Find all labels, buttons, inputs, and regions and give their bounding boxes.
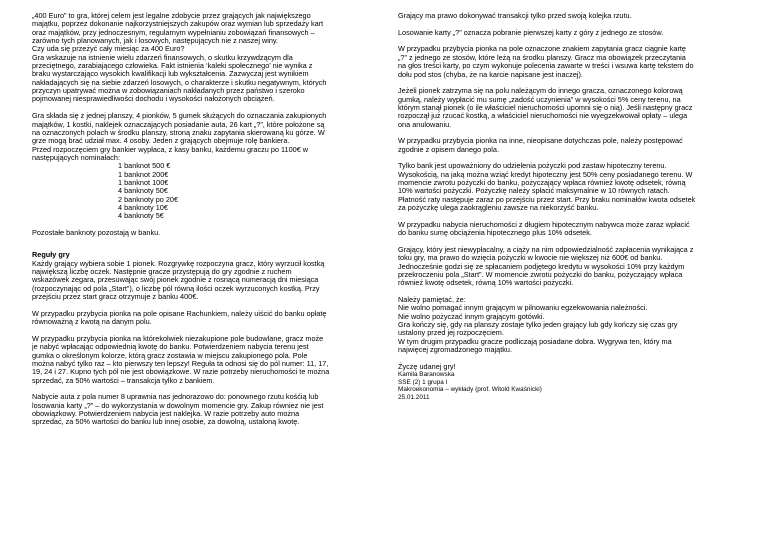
banknote-item: 1 banknot 100€	[118, 177, 169, 187]
rules-start-paragraph: Każdy grający wybiera sobie 1 pionek. Rozgrywkę rozpoczyna gracz, który wyrzucił kostką największą liczbę oczek. Następnie gracze przystępują do gry zgodnie z ruchem wskazówek zegara, przesuwając swój pionek zgodnie z rosnącą numeracją dni miesiąca (rozpoczynając od pola „Start”), o liczbę pól równą ilości oczek wyrzuconych kostką. Przy przejściu przez start gracz otrzymuje z banku 400€.	[32, 258, 325, 302]
mortgaged-property-paragraph: W przypadku nabycia nieruchomości z długiem hipotecznym nabywca może zaraz wpłacić do banku sumę obciążenia hipotecznego plus 10% odsetek.	[398, 219, 690, 238]
signature-block	[398, 371, 738, 401]
banknote-item: 4 banknoty 50€	[118, 186, 168, 196]
left-column	[32, 12, 370, 435]
intro-paragraph: „400 Euro” to gra, której celem jest legalne zdobycie przez grających jak największego majątku, poprzez dokonanie najkorzystniejszych zakupów oraz wymian lub sprzedaży kart oraz majątków, przy jednoczesnym, regularnym wypełnianiu zobowiązań finansowych – zarówno tych planowanych, jak i losowych, następujących nie z naszej winy. Czy uda się przeżyć cały miesiąc za 400 Euro? Gra wskazuje na istnienie wielu zdarzeń finansowych, o skutku krzywdzącym dla przeciętnego, zarabiającego człowieka. Fakt istnienia ‘kaleki społecznego’ nie wynika z braku wystarczająco wysokich kwalifikacji lub wykształcenia. Zazwyczaj jest wynikiem nakładających się na siebie zdarzeń losowych, o charakterze i skutku negatywnym, których przyczyn upatrywać można w zobowiązaniach nakładanych przez państwo i szeroko pojmowanej niesprawiedliwości dochodu i wysokości nałożonych obciążeń.	[32, 11, 327, 104]
banknote-item: 4 banknoty 10€	[118, 202, 168, 212]
insolvency-paragraph: Grający, który jest niewypłacalny, a ciąży na nim odpowiedzialność zapłacenia wynikająca z toku gry, ma prawo do wzięcia pożyczki w kwocie nie większej niż 600€ od banku. Jednocześnie godzi się ze spłacaniem podjętego kredytu w wysokości 10% przy każdym przekroczeniu pola „Start”. W momencie zwrotu pożyczki do banku, pożyczający wpłaca również kwotę odsetek, równą 10% wartości pożyczki.	[398, 244, 694, 288]
banknote-item: 4 banknoty 5€	[118, 211, 164, 221]
building-plot-paragraph: W przypadku przybycia pionka na którekolwiek niezakupione pole budowlane, gracz może je nabyć wpłacając odpowiednią kwotę do banku. Potwierdzeniem nabycia terenu jest gumka o określonym kolorze, którą gracz zostawia w miejscu zakupionego pola. Pole można nabyć tylko raz – kto pierwszy ten lepszy! Reguła ta odnosi się do pól numer: 11, 17, 19, 24 i 27. Kupno tych pól nie jest obowiązkowe. W razie potrzeby nieruchomości te można sprzedać, za 50% wartości – transakcja tylko z bankiem.	[32, 333, 330, 385]
card-draw-paragraph: Losowanie karty „?” oznacza pobranie pierwszej karty z góry z jednego ze stosów.	[398, 27, 664, 37]
banknote-item: 1 banknot 200€	[118, 169, 169, 179]
rules-heading: Reguły gry	[32, 250, 70, 260]
bill-field-paragraph: W przypadku przybycia pionka na pole opisane Rachunkiem, należy uiścić do banku opłatę równoważną z kwotą na danym polu.	[32, 308, 327, 327]
question-field-paragraph: W przypadku przybycia pionka na pole oznaczone znakiem zapytania gracz ciągnie kartę „?” z jednego ze stosów, które leżą na środku planszy. Gracz ma obowiązek przeczytania na głos treści karty, po czym wykonuje polecenia zawarte w treści i wsuwa kartę tekstem do dołu pod stos (chyba, że na karcie napisane jest inaczej).	[398, 44, 694, 79]
remember-paragraph: Należy pamiętać, że: Nie wolno pomagać innym grającym w pilnowaniu egzekwowania należności. Nie wolno pożyczać innym grającym gotówki. Gra kończy się, gdy na planszy zostaje tylko jeden grający lub gdy kończy się czas gry ustalony przed jej rozpoczęciem. W tym drugim przypadku gracze podliczają posiadane dobra. Wygrywa ten, który ma najwięcej zgromadzonego majątku.	[398, 295, 678, 355]
transaction-paragraph: Grający ma prawo dokonywać transakcji tylko przed swoją kolejka rzutu.	[398, 11, 632, 20]
car-paragraph: Nabycie auta z pola numer 8 uprawnia nas jednorazowo do: ponownego rzutu kośćią lub losowania karty „?” – do wykorzystania w dowolnym momencie gry. Zakup równiez nie jest obowiązkowy. Potwierdzeniem nabycia jest naklejka. W razie potrzeby auto można sprzedać, za 50% wartości do banku lub innej osobie, za dowolną, ustaloną kwotę.	[32, 392, 324, 427]
author-group: SSE (2) 1 grupa I	[398, 378, 448, 386]
banknote-item: 2 banknoty po 20€	[118, 194, 179, 204]
game-contents-paragraph: Gra składa się z jednej planszy, 4 pionków, 5 gumek służących do oznaczania zakupionych majątków, 1 kostki, naklejek oznaczających posiadanie auta, 26 kart „?”, które położone są na oznaczonych polach w środku planszy, stroną znaku zapytania skierowaną ku górze. W grze mogą brać udział max. 4 osoby. Jeden z grających obejmuje rolę bankiera. Przed rozpoczęciem gry bankier wypłaca, z kasy banku, każdemu graczu po 1100€ w następujących nominałach:	[32, 111, 327, 162]
course-name: Makroekonomia – wykłady (prof. Witold Kwaśnicki)	[398, 386, 542, 394]
mortgage-paragraph: Tylko bank jest upoważniony do udzielenia pożyczki pod zastaw hipoteczny terenu. Wysokością, na jaką można wziąć kredyt hipoteczny jest 50% ceny posiadanego terenu. W momencie zwrotu pożyczki do banku, pożyczający wpłaca również kwotę odsetek, równą 10% wartości pożyczki. Pożyczkę należy spłacić maksymalnie w 10 równych ratach. Płatność raty następuje zaraz po przejściu przez start. Przy braku nominałów kwota odsetek za pożyczkę ulega zaokrągleniu zawsze na niekorzyść banku.	[398, 161, 696, 213]
author-name: Kamila Baranowska	[398, 371, 455, 379]
remaining-banknotes-paragraph: Pozostałe banknoty pozostają w banku.	[32, 228, 161, 238]
other-field-paragraph: W przypadku przybycia pionka na inne, nieopisane dotychczas pole, należy postępować zgodnie z opisem danego pola.	[398, 136, 683, 154]
banknote-item: 1 banknot 500 €	[118, 161, 171, 171]
right-column	[398, 12, 738, 402]
banknote-list	[32, 162, 370, 220]
owned-field-paragraph: Jeżeli pionek zatrzyma się na polu należącym do innego gracza, oznaczonego kolorową gumką, należy wypłacić mu sumę „zadość uczynienia” w wysokości 5% ceny terenu, na którym stanął pionek (o ile właściciel nieruchomości upomni się o nią). Jeśli następny gracz rozpoczął już rzucać kostką, a właściciel nieruchomości nie wyegzekwował opłaty – ulega ona anulowaniu.	[398, 86, 693, 129]
document-date: 25.01.2011	[398, 393, 430, 401]
closing-wish: Życzę udanej gry!	[398, 361, 456, 371]
